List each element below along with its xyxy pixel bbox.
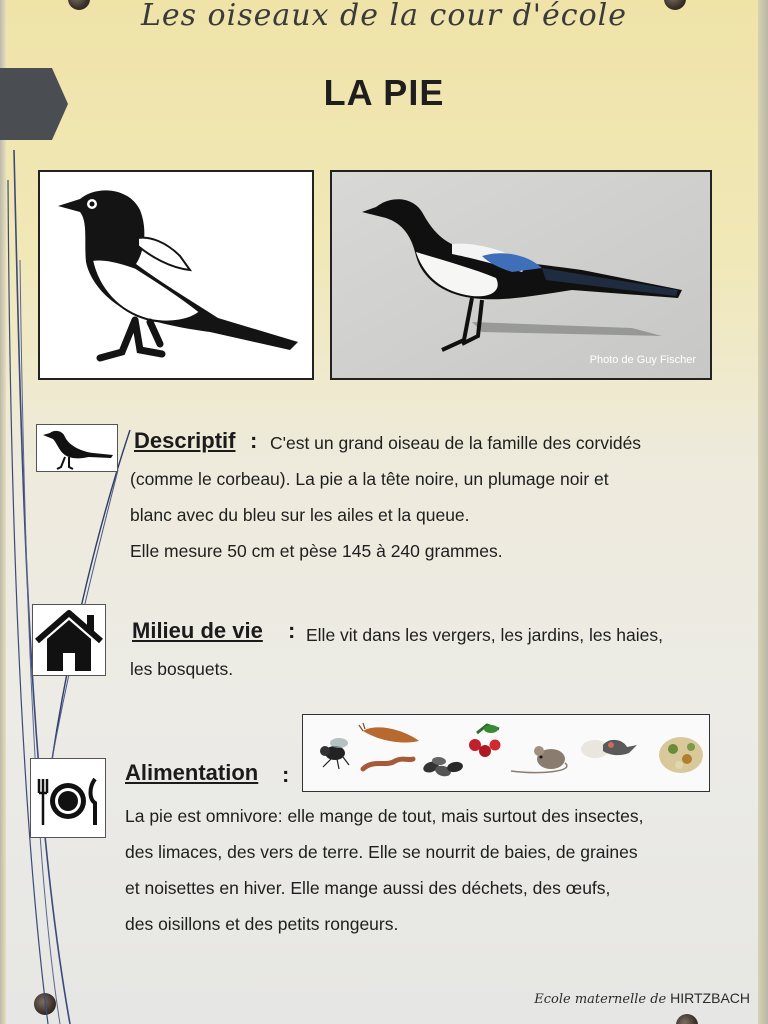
milieu-colon: : [288,618,296,643]
photo-credit: Photo de Guy Fischer [589,354,696,366]
house-icon [33,605,105,675]
alimentation-line-4: des oisillons et des petits rongeurs. [125,914,399,934]
school-credit [534,990,750,1007]
milieu-label: Milieu de vie [132,618,263,643]
milieu-icon-box [32,604,106,676]
descriptif-label: Descriptif [134,428,236,453]
bird-silhouette-icon [37,425,117,471]
alimentation-label: Alimentation [125,760,259,785]
descriptif-line-3: blanc avec du bleu sur les ailes et la queue. [130,505,470,525]
alimentation-line-1: La pie est omnivore: elle mange de tout, mais surtout des insectes, [125,806,644,826]
berries-icon [469,725,501,757]
alimentation-line-3: et noisettes en hiver. Elle mange aussi des déchets, des œufs, [125,878,611,898]
page-title: LA PIE [323,72,445,113]
magpie-photo [332,172,710,378]
mouse-icon [511,746,567,773]
fly-icon [320,738,349,769]
magpie-drawing-frame [38,170,314,380]
magpie-photo-frame [330,170,712,380]
alimentation-icon-box [30,758,106,838]
slug-icon [359,723,419,743]
alimentation-colon: : [282,762,290,787]
food-items [303,715,708,790]
descriptif-colon: : [250,428,258,453]
sunflower-seeds-icon [422,756,464,777]
milieu-line-2: les bosquets. [130,659,234,679]
descriptif-line-1: C'est un grand oiseau de la famille des corvidés [270,433,642,453]
milieu-line-1: Elle vit dans les vergers, les jardins, les haies, [306,625,663,645]
descriptif-icon-box [36,424,118,472]
school-name: Ecole maternelle de [534,992,667,1007]
bird-egg-icon [581,740,637,758]
plate-fork-knife-icon [31,759,105,837]
food-items-strip [302,714,710,792]
descriptif-line-2: (comme le corbeau). La pie a la tête noire, un plumage noir et [130,469,609,489]
sign-header: Les oiseaux de la cour d'école [140,0,628,33]
earthworm-icon [363,759,413,769]
town-name: HIRTZBACH [670,990,750,1006]
food-scraps-icon [659,737,703,773]
magpie-drawing-icon [40,172,312,378]
alimentation-line-2: des limaces, des vers de terre. Elle se nourrit de baies, de graines [125,842,638,862]
descriptif-line-4: Elle mesure 50 cm et pèse 145 à 240 grammes. [130,541,503,561]
